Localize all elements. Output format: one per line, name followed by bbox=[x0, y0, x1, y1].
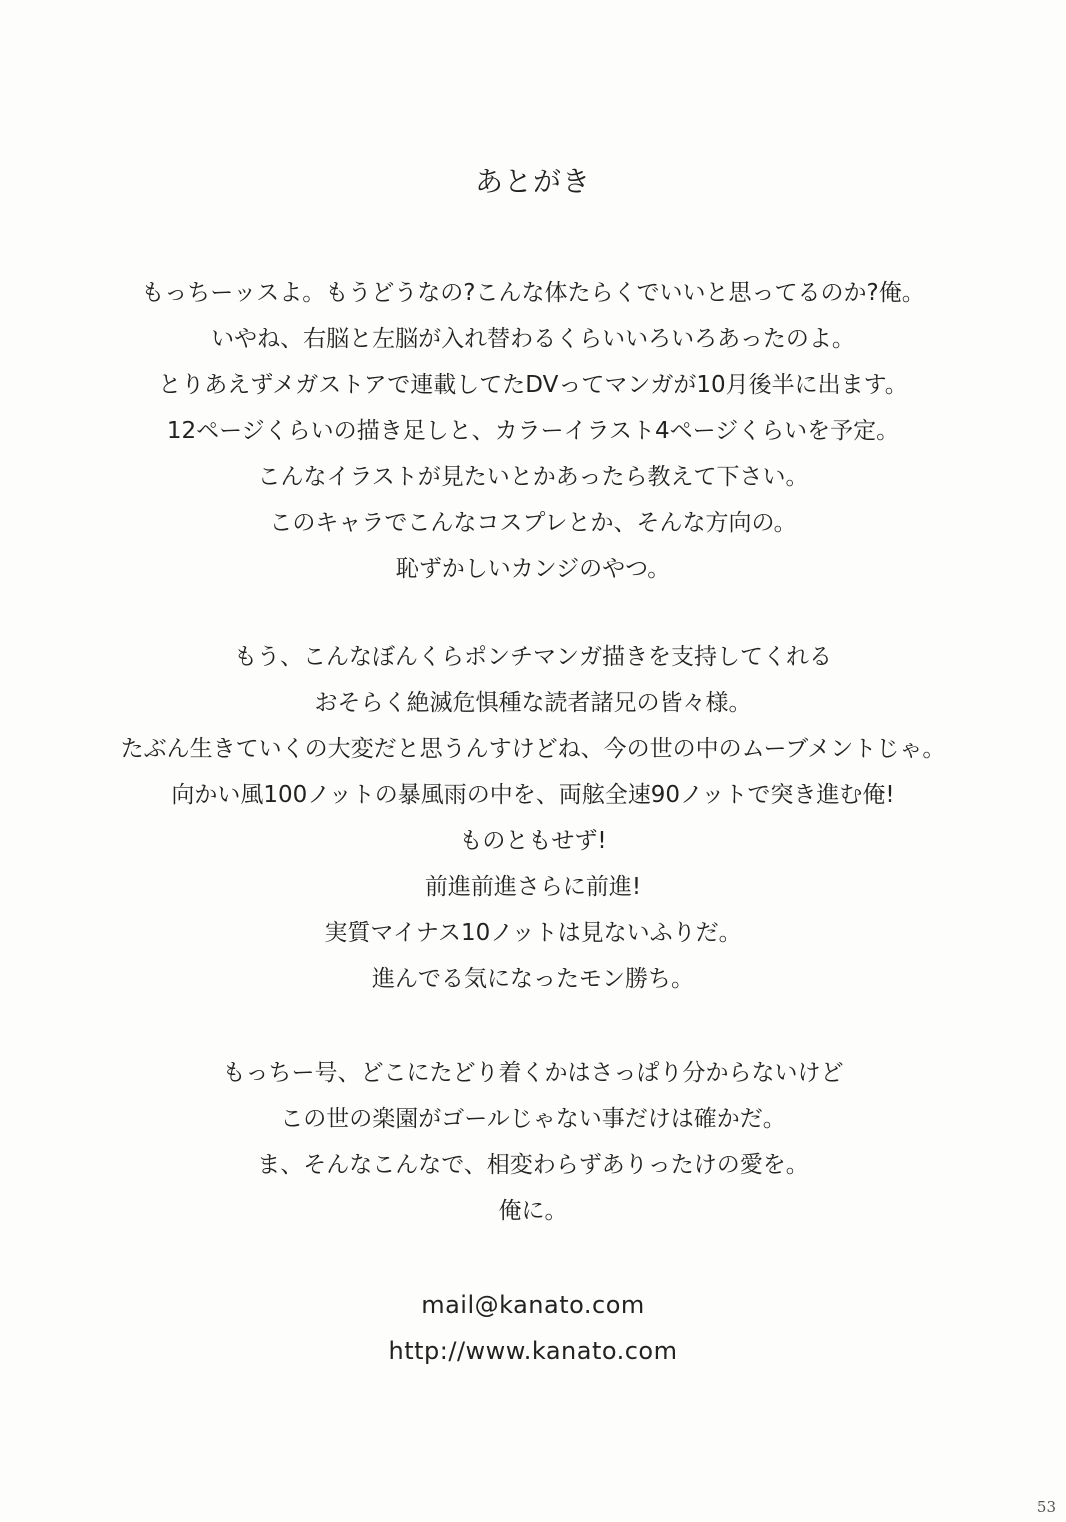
text-line: ま、そんなこんなで、相変わらずありったけの愛を。 bbox=[257, 1152, 809, 1178]
text-line: ものともせず! bbox=[459, 828, 607, 854]
paragraph-3 bbox=[0, 1050, 1066, 1234]
paragraph-1 bbox=[0, 270, 1066, 592]
text-line: 恥ずかしいカンジのやつ。 bbox=[395, 556, 671, 582]
text-line: こんなイラストが見たいとかあったら教えて下さい。 bbox=[257, 464, 809, 490]
page-number: 53 bbox=[1036, 1498, 1056, 1516]
text-line: 実質マイナス10ノットは見ないふりだ。 bbox=[324, 920, 742, 946]
text-line: 12ページくらいの描き足しと、カラーイラスト4ページくらいを予定。 bbox=[166, 418, 900, 444]
text-line: この世の楽園がゴールじゃない事だけは確かだ。 bbox=[280, 1106, 786, 1132]
website-url: http://www.kanato.com bbox=[388, 1337, 678, 1365]
email-address: mail@kanato.com bbox=[421, 1291, 645, 1319]
text-line: 向かい風100ノットの暴風雨の中を、両舷全速90ノットで突き進む俺! bbox=[171, 782, 895, 808]
text-line: 進んでる気になったモン勝ち。 bbox=[372, 966, 694, 992]
text-line: このキャラでこんなコスプレとか、そんな方向の。 bbox=[269, 510, 797, 536]
text-line: もう、こんなぼんくらポンチマンガ描きを支持してくれる bbox=[234, 644, 832, 670]
text-line: たぶん生きていくの大変だと思うんすけどね、今の世の中のムーブメントじゃ。 bbox=[120, 736, 946, 762]
text-line: もっちーッスよ。もうどうなの?こんな体たらくでいいと思ってるのか?俺。 bbox=[141, 280, 925, 306]
text-line: おそらく絶滅危惧種な読者諸兄の皆々様。 bbox=[314, 690, 752, 716]
text-line: もっちー号、どこにたどり着くかはさっぱり分からないけど bbox=[222, 1060, 844, 1086]
text-line: とりあえずメガストアで連載してたDVってマンガが10月後半に出ます。 bbox=[158, 372, 908, 398]
page-title: あとがき bbox=[474, 165, 591, 198]
text-line: 前進前進さらに前進! bbox=[424, 874, 642, 900]
contact-info bbox=[0, 1282, 1066, 1374]
paragraph-2 bbox=[0, 634, 1066, 1002]
text-line: 俺に。 bbox=[498, 1198, 568, 1224]
text-line: いやね、右脳と左脳が入れ替わるくらいいろいろあったのよ。 bbox=[211, 326, 855, 352]
